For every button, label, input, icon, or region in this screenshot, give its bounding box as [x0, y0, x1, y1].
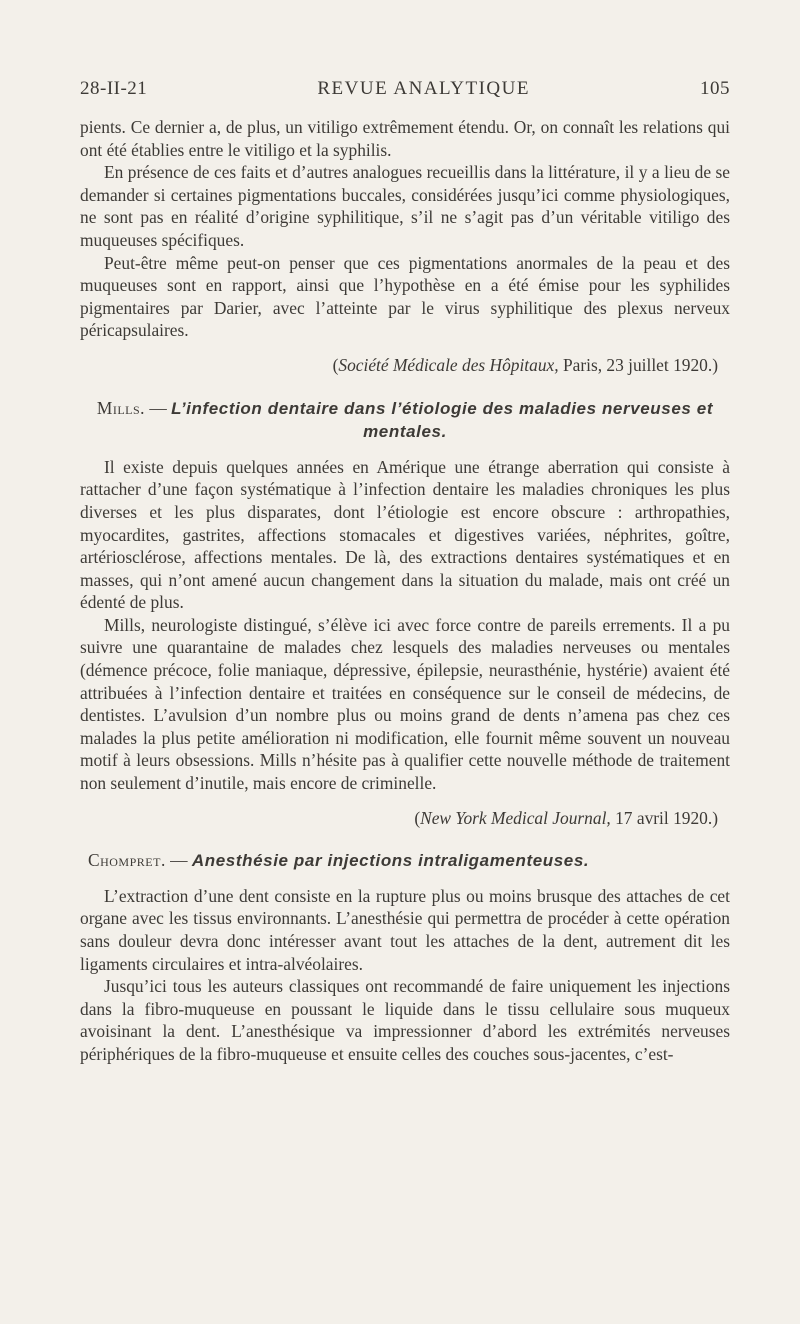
article-heading — [80, 849, 730, 873]
source-citation: (Société Médicale des Hôpitaux, Paris, 23 juillet 1920.) — [332, 354, 718, 375]
paragraph: Mills, neurologiste distingué, s’élève ici avec force contre de pareils errements. Il a pu suivre une quarantaine de malades chez lesquels des maladies nerveuses ou mentales (démence précoce, folie maniaque, dépressive, épilepsie, neurasthénie, hystérie) avaient été attribuées à l’infection dentaire et traitées en conséquence sur le conseil de médecins, de dentistes. L’avulsion d’un nombre plus ou moins grand de dents n’amena pas chez ces malades la plus petite amélioration ni modification, elle fournit même souvent un nouveau motif à leurs obsessions. Mills n’hésite pas à qualifier cette nouvelle méthode de traitement non seulement d’inutile, mais encore de criminelle. — [80, 614, 730, 794]
paragraph: pients. Ce dernier a, de plus, un vitiligo extrêmement étendu. Or, on connaît les relations qui ont été établies entre le vitiligo et la syphilis. — [80, 117, 730, 160]
article-body — [80, 885, 730, 1066]
heading-dash: — — [145, 397, 172, 418]
source-citation: (New York Medical Journal, 17 avril 1920.) — [414, 807, 718, 828]
article-heading — [80, 397, 730, 444]
heading-dash: — — [165, 850, 192, 871]
article-title: Anesthésie par injections intraligamenteuses. — [191, 851, 590, 871]
header-date: 28-II-21 — [80, 78, 148, 99]
section-continuation — [80, 116, 730, 342]
article-author: Chompret. — [88, 850, 166, 871]
running-header — [80, 78, 730, 102]
paragraph: L’extraction d’une dent consiste en la rupture plus ou moins brusque des attaches de cet organe avec les tissus environnants. L’anesthésie qui permettra de procéder à cette opération sans douleur devra donc intéresser avant tout les attaches de la dent, autrement dit les ligaments circulaires et intra-alvéolaires. — [80, 885, 730, 974]
source-journal: Société Médicale des Hôpitaux, — [338, 354, 559, 375]
paragraph: Peut-être même peut-on penser que ces pigmentations anormales de la peau et des muqueuses sont en rapport, ainsi que l’hypothèse en a été émise pour les syphilides pigmentaires par Darier, avec l’atteinte par le virus syphilitique des plexus nerveux péricapsulaires. — [80, 252, 730, 341]
source-date: Paris, 23 juillet 1920.) — [558, 354, 718, 375]
header-page-number: 105 — [699, 78, 730, 99]
paragraph: Jusqu’ici tous les auteurs classiques ont recommandé de faire uniquement les injections dans la fibro-muqueuse en poussant le liquide dans le tissu cellulaire sous muqueux avoisinant la dent. L’anesthésique va impressionner d’abord les extrémités nerveuses périphériques de la fibro-muqueuse et ensuite celles des couches sous-jacentes, c’est- — [80, 976, 730, 1064]
paragraph: En présence de ces faits et d’autres analogues recueillis dans la littérature, il y a lieu de se demander si certaines pigmentations buccales, considérées jusqu’ici comme physiologiques, ne sont pas en réalité d’origine syphilitique, s’il ne s’agit pas d’un véritable vitiligo des muqueuses spécifiques. — [80, 162, 730, 250]
article-title: L’infection dentaire dans l’étiologie des maladies nerveuses et mentales. — [171, 398, 714, 442]
header-journal-title: REVUE ANALYTIQUE — [317, 78, 530, 99]
article-author: Mills. — [96, 397, 146, 418]
source-date: 17 avril 1920.) — [610, 807, 718, 828]
source-journal: New York Medical Journal, — [420, 807, 611, 828]
article-body — [80, 456, 730, 795]
paragraph: Il existe depuis quelques années en Amérique une étrange aberration qui consiste à rattacher d’une façon systématique à l’infection dentaire les maladies chroniques les plus diverses et les plus disparates, dont l’étiologie est encore obscure : arthropathies, myocardites, gastrites, affections stomacales et digestives variées, néphrites, goître, artériosclérose, affections mentales. De là, des extractions dentaires systématiques et en masses, qui n’ont amené aucun changement dans la situation du malade, mais ont créé un édenté de plus. — [80, 456, 730, 613]
